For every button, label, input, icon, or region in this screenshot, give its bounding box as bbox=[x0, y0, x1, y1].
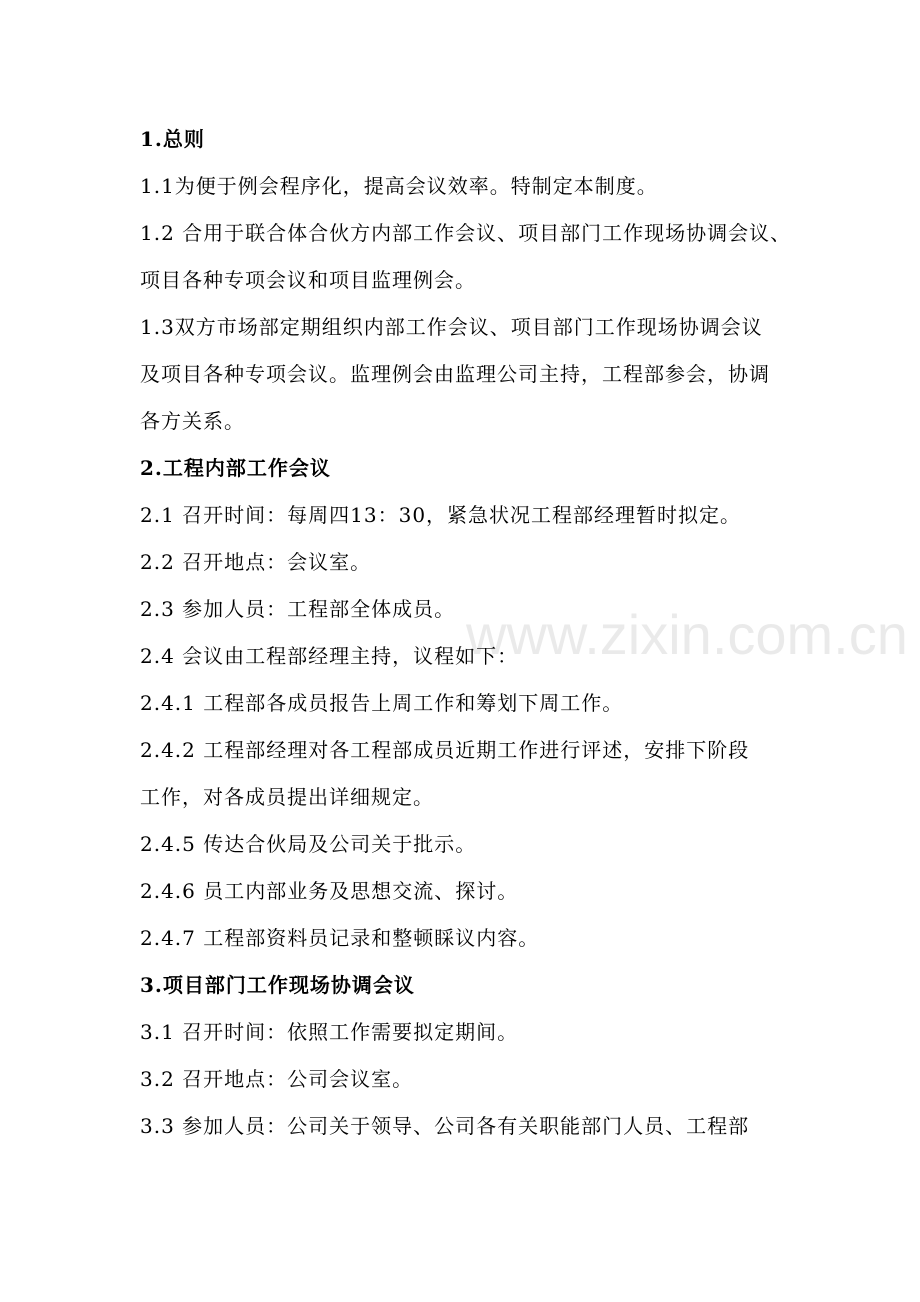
paragraph-line: 及项目各种专项会议。监理例会由监理公司主持，工程部参会，协调 bbox=[140, 362, 770, 386]
paragraph-line: 2.3 参加人员：工程部全体成员。 bbox=[140, 597, 456, 621]
paragraph-line: 2.4.5 传达合伙局及公司关于批示。 bbox=[140, 832, 477, 856]
watermark: www.zixin.com.cn bbox=[466, 603, 908, 666]
paragraph-line: 2.4.1 工程部各成员报告上周工作和筹划下周工作。 bbox=[140, 691, 624, 715]
section-heading: 3.项目部门工作现场协调会议 bbox=[140, 973, 415, 997]
section-heading: 1.总则 bbox=[140, 127, 205, 151]
paragraph-line: 2.2 召开地点：会议室。 bbox=[140, 550, 372, 574]
paragraph-line: 1.3双方市场部定期组织内部工作会议、项目部门工作现场协调会议 bbox=[140, 315, 763, 339]
paragraph-line: 2.4.6 员工内部业务及思想交流、探讨。 bbox=[140, 879, 519, 903]
paragraph-line: 工作，对各成员提出详细规定。 bbox=[140, 785, 434, 809]
paragraph-line: 3.1 召开时间：依照工作需要拟定期间。 bbox=[140, 1020, 519, 1044]
paragraph-line: 各方关系。 bbox=[140, 409, 245, 433]
paragraph-line: 2.4.7 工程部资料员记录和整顿睬议内容。 bbox=[140, 926, 540, 950]
paragraph-line: 1.2 合用于联合体合伙方内部工作会议、项目部门工作现场协调会议、 bbox=[140, 221, 792, 245]
paragraph-line: 项目各种专项会议和项目监理例会。 bbox=[140, 268, 476, 292]
section-heading: 2.工程内部工作会议 bbox=[140, 456, 331, 480]
paragraph-line: 3.2 召开地点：公司会议室。 bbox=[140, 1067, 414, 1091]
paragraph-line: 1.1为便于例会程序化，提高会议效率。特制定本制度。 bbox=[140, 174, 658, 198]
paragraph-line: 2.4 会议由工程部经理主持，议程如下： bbox=[140, 644, 519, 668]
paragraph-line: 2.4.2 工程部经理对各工程部成员近期工作进行评述，安排下阶段 bbox=[140, 738, 750, 762]
paragraph-line: 3.3 参加人员：公司关于领导、公司各有关职能部门人员、工程部 bbox=[140, 1114, 750, 1138]
paragraph-line: 2.1 召开时间：每周四13：30，紧急状况工程部经理暂时拟定。 bbox=[140, 503, 742, 527]
